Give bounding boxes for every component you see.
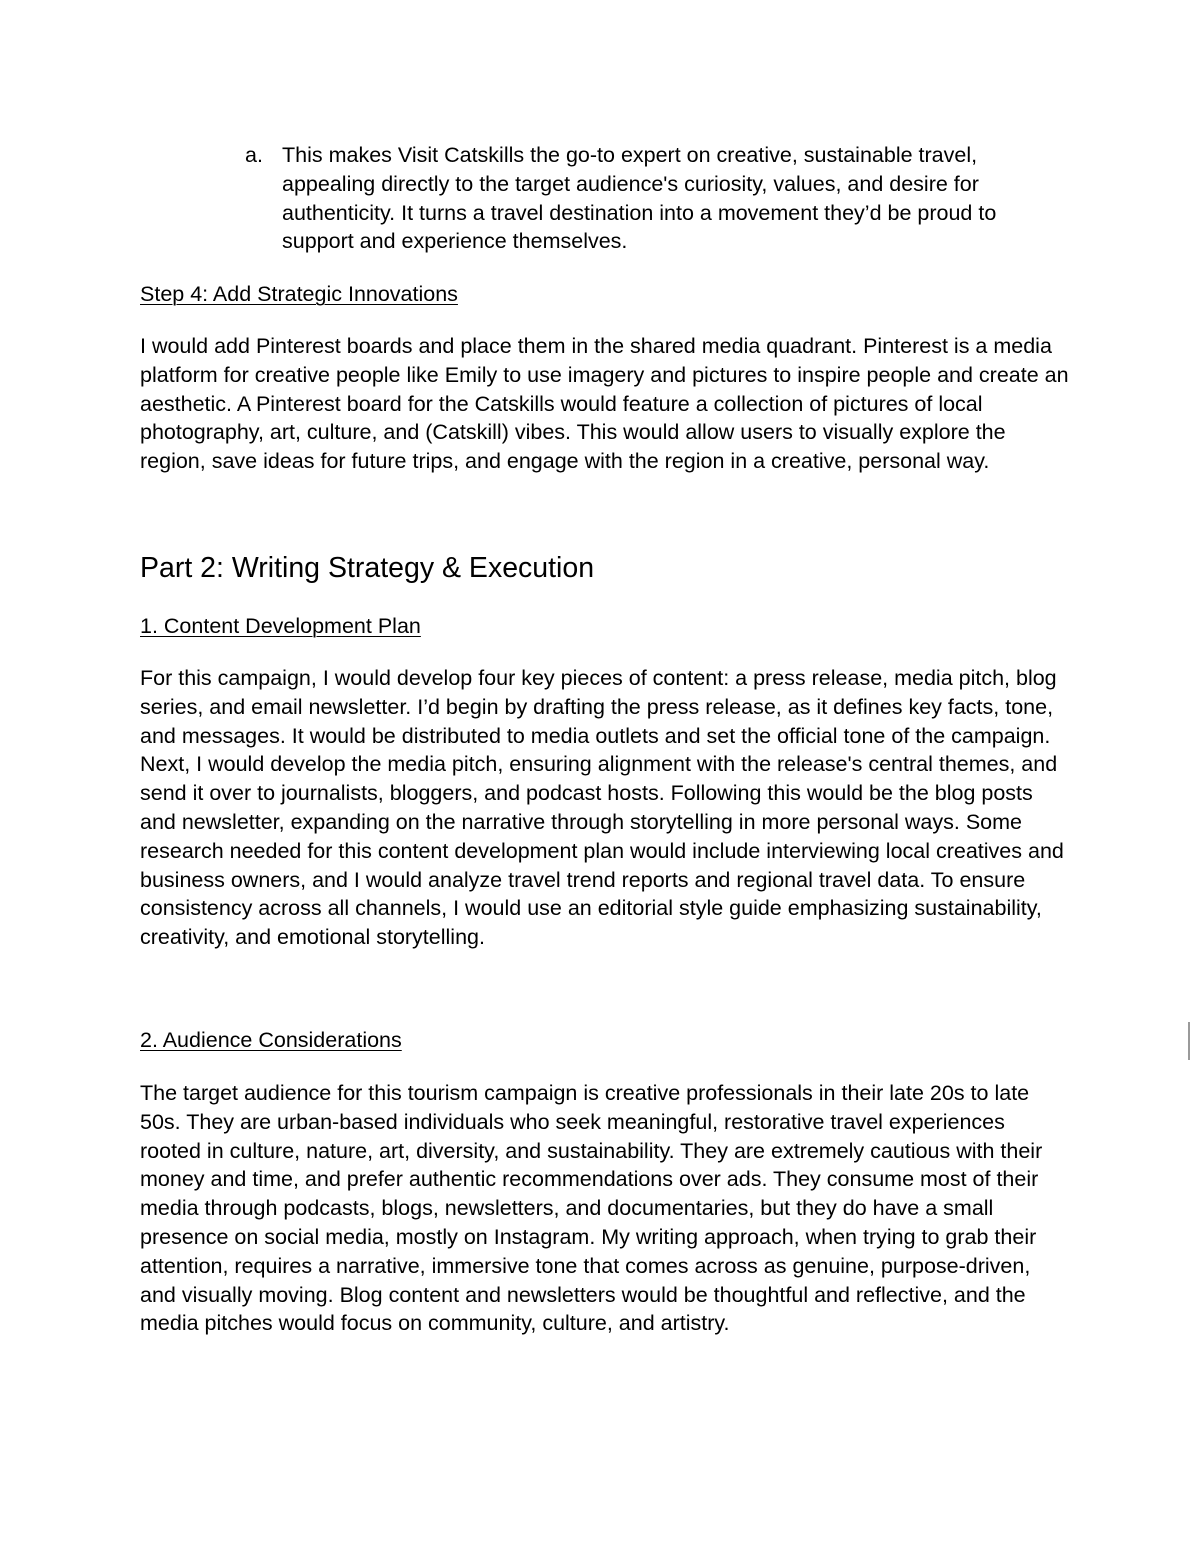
section1-heading: 1. Content Development Plan <box>140 614 421 638</box>
part2-heading: Part 2: Writing Strategy & Execution <box>140 552 595 584</box>
section2-paragraph: The target audience for this tourism campaign is creative professionals in their late 20s to late 50s. They are urban-based individuals who seek meaningful, restorative travel experiences rooted in culture, nature, art, diversity, and sustainability. They are extremely cautious with their money and time, and prefer authentic recommendations over ads. They consume most of their media through podcasts, blogs, newsletters, and documentaries, but they do have a small presence on social media, mostly on Instagram. My writing approach, when trying to grab their attention, requires a narrative, immersive tone that comes across as genuine, purpose-driven, and visually moving. Blog content and newsletters would be thoughtful and reflective, and the media pitches would focus on community, culture, and artistry. <box>140 1081 1043 1336</box>
page-edge-marker <box>1188 1022 1190 1060</box>
section1-paragraph: For this campaign, I would develop four key pieces of content: a press release, media pitch, blog series, and email newsletter. I’d begin by drafting the press release, as it defines key facts, tone, and messages. It would be distributed to media outlets and set the official tone of the campaign. Next, I would develop the media pitch, ensuring alignment with the release's central themes, and send it over to journalists, bloggers, and podcast hosts. Following this would be the blog posts and newsletter, expanding on the narrative through storytelling in more personal ways. Some research needed for this content development plan would include interviewing local creatives and business owners, and I would analyze travel trend reports and regional travel data. To ensure consistency across all channels, I would use an editorial style guide emphasizing sustainability, creativity, and emotional storytelling. <box>140 666 1064 950</box>
list-marker: a. <box>245 143 263 167</box>
step4-heading: Step 4: Add Strategic Innovations <box>140 282 458 306</box>
list-item-text: This makes Visit Catskills the go-to expert on creative, sustainable travel, appealing directly to the target audience's curiosity, values, and desire for authenticity. It turns a travel destination into a movement they’d be proud to support and experience themselves. <box>282 143 997 254</box>
step4-paragraph: I would add Pinterest boards and place them in the shared media quadrant. Pinterest is a media platform for creative people like Emily to use imagery and pictures to inspire people and create an aesthetic. A Pinterest board for the Catskills would feature a collection of pictures of local photography, art, culture, and (Catskill) vibes. This would allow users to visually explore the region, save ideas for future trips, and engage with the region in a creative, personal way. <box>140 334 1069 474</box>
section2-heading: 2. Audience Considerations <box>140 1028 402 1052</box>
